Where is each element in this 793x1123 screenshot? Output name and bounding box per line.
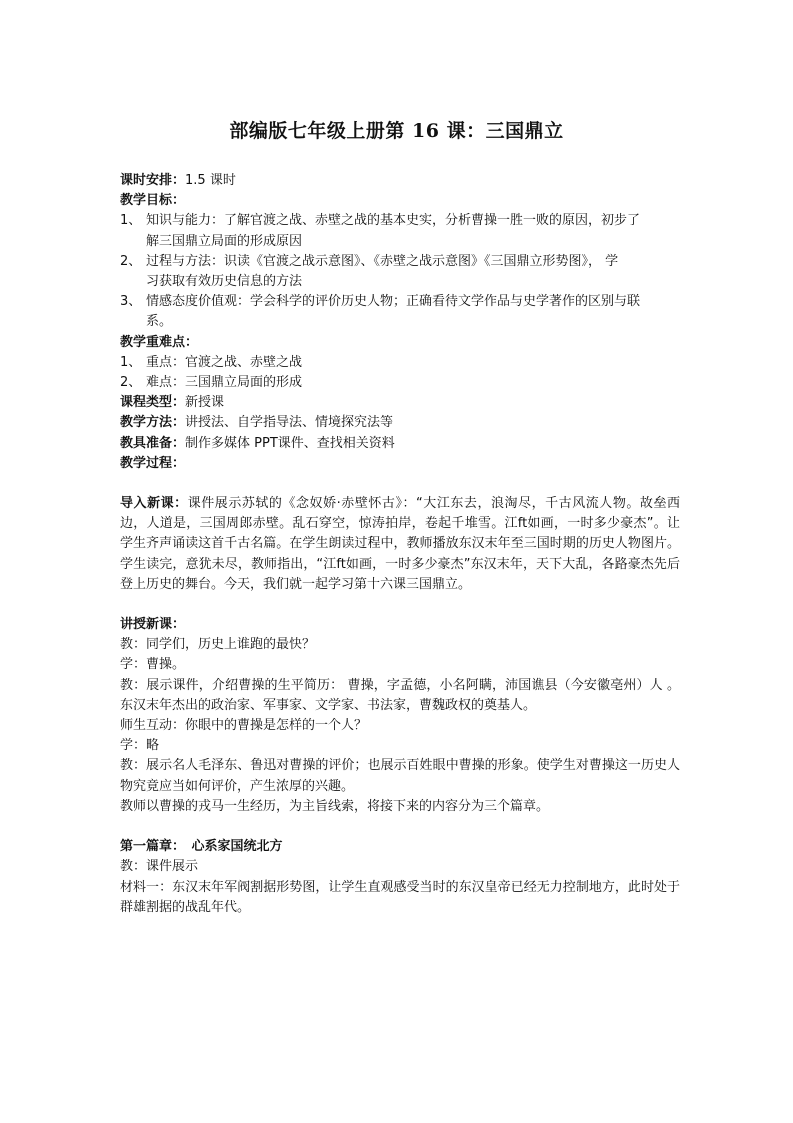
spacer xyxy=(120,595,680,615)
chapter1-line-2: 材料一：东汉末年军阀割据形势图，让学生直观感受当时的东汉皇帝已经无力控制地方，此时处于群雄割据的战乱年代。 xyxy=(120,879,680,915)
objective-item-2: 2、 过程与方法：识读《官渡之战示意图》、《赤壁之战示意图》《三国鼎立形势图》， 学 xyxy=(120,253,619,269)
lecture-line-3: 教：展示课件，介绍曹操的生平简历： 曹操，字孟德，小名阿瞒，沛国谯县（今安徽亳州）人 。东汉末年杰出的政治家、军事家、文学家、书法家，曹魏政权的奠基人。 xyxy=(120,677,680,713)
key-point-item-1: 1、 重点：官渡之战、赤壁之战 xyxy=(120,354,303,370)
lesson-content xyxy=(120,171,680,918)
key-points-heading: 教学重难点： xyxy=(120,334,199,350)
schedule-value: 1.5 课时 xyxy=(185,173,236,188)
objective-item-1-cont: 解三国鼎立局面的形成原因 xyxy=(146,233,303,249)
chapter1-heading: 第一篇章： 心系家国统北方 xyxy=(120,839,283,855)
course-type-line: 课程类型：新授课 xyxy=(120,395,225,411)
key-point-item-2: 2、 难点：三国鼎立局面的形成 xyxy=(120,375,303,391)
lecture-line-5: 学：略 xyxy=(120,738,160,754)
objectives-heading: 教学目标： xyxy=(120,193,186,209)
methods-line: 教学方法：讲授法、自学指导法、情境探究法等 xyxy=(120,415,394,431)
schedule-line xyxy=(120,171,680,191)
objective-item-3: 3、 情感态度价值观：学会科学的评价历史人物；正确看待文学作品与史学著作的区别与联 xyxy=(120,294,641,310)
spacer xyxy=(120,817,680,837)
objective-item-1: 1、 知识与能力：了解官渡之战、赤壁之战的基本史实，分析曹操一胜一败的原因，初步了 xyxy=(120,213,641,229)
lecture-heading: 讲授新课： xyxy=(120,617,186,633)
process-heading: 教学过程： xyxy=(120,455,186,471)
tools-line: 教具准备：制作多媒体 PPT课件、查找相关资料 xyxy=(120,435,395,451)
lecture-line-2: 学：曹操。 xyxy=(120,657,186,673)
chapter1-line-1: 教：课件展示 xyxy=(120,859,199,875)
lecture-line-7: 教师以曹操的戎马一生经历，为主旨线索，将接下来的内容分为三个篇章。 xyxy=(120,798,550,814)
lecture-line-4: 师生互动：你眼中的曹操是怎样的一个人？ xyxy=(120,718,368,734)
intro-paragraph: 导入新课：课件展示苏轼的《念奴娇·赤壁怀古》：“大江东去，浪淘尽，千古风流人物。故垒西边，人道是，三国周郎赤壁。乱石穿空，惊涛拍岸，卷起千堆雪。江ft如画，一时多少豪杰”。让学生齐声诵读这首千古名篇。在学生朗读过程中，教师播放东汉末年至三国时期的历史人物图片。学生读完，意犹未尽，教师指出，“江ft如画，一时多少豪杰”东汉末年，天下大乱，各路豪杰先后登上历史的舞台。今天，我们就一起学习第十六课三国鼎立。 xyxy=(120,496,680,592)
lecture-line-1: 教：同学们，历史上谁跑的最快？ xyxy=(120,637,316,653)
schedule-label: 课时安排： xyxy=(120,173,186,188)
lesson-title: 部编版七年级上册第 16 课：三国鼎立 xyxy=(229,120,564,142)
spacer xyxy=(120,474,680,494)
objective-item-3-cont: 系。 xyxy=(146,314,173,330)
lecture-line-6: 教：展示名人毛泽东、鲁迅对曹操的评价；也展示百姓眼中曹操的形象。使学生对曹操这一历史人物究竟应当如何评价，产生浓厚的兴趣。 xyxy=(120,758,680,794)
objective-item-2-cont: 习获取有效历史信息的方法 xyxy=(146,274,303,290)
